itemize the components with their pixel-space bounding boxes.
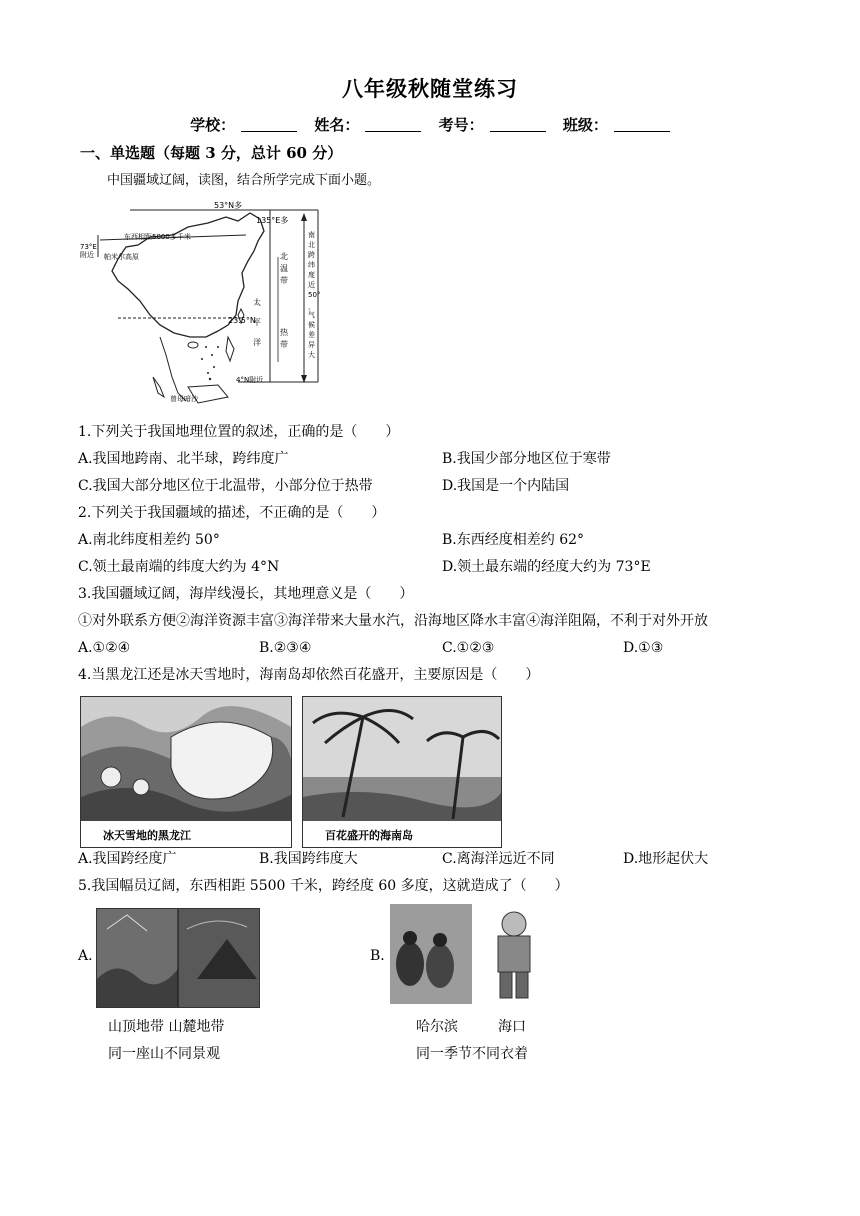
q2-option-a[interactable]: A.南北纬度相差约 50° <box>78 532 220 548</box>
map-label-plateau: 帕米尔高原 <box>104 253 139 261</box>
map-label-east-west: 东西相距5000多千米 <box>124 233 191 241</box>
q3-statements: ①对外联系方便②海洋资源丰富③海洋带来大量水汽，沿海地区降水丰富④海洋阻隔，不利于对外开放 <box>78 613 708 629</box>
q1-option-c[interactable]: C.我国大部分地区位于北温带，小部分位于热带 <box>78 478 373 494</box>
q2-option-c[interactable]: C.领土最南端的纬度大约为 4°N <box>78 559 280 575</box>
class-label: 班级： <box>562 116 608 134</box>
map-label-tropic: 23.5°N <box>228 316 256 325</box>
map-label-shoal: 曾母暗沙 <box>170 395 198 403</box>
q3-option-d[interactable]: D.①③ <box>623 640 664 656</box>
name-label: 姓名： <box>314 116 360 134</box>
map-label-lon-west-sub: 附近 <box>80 251 94 259</box>
photo-caption-hainan: 百花盛开的海南岛 <box>325 829 413 842</box>
student-info-line <box>0 116 860 134</box>
section-intro: 中国疆域辽阔，读图，结合所学完成下面小题。 <box>107 173 381 188</box>
school-label: 学校： <box>190 116 236 134</box>
q2-option-d[interactable]: D.领土最东端的经度大约为 73°E <box>442 559 651 575</box>
q3-option-a[interactable]: A.①②④ <box>78 640 131 656</box>
exam-no-label: 考号： <box>438 116 484 134</box>
map-label-span-note: 南北跨纬度近 50°，气候差异大 <box>308 231 321 359</box>
school-blank[interactable] <box>241 117 297 132</box>
q1-option-a[interactable]: A.我国地跨南、北半球，跨纬度广 <box>78 451 289 467</box>
q5-option-b-caption2: 同一季节不同衣着 <box>416 1046 528 1062</box>
q3-option-b[interactable]: B.②③④ <box>259 640 312 656</box>
q3-option-c[interactable]: C.①②③ <box>442 640 495 656</box>
map-label-south-lat: 4°N附近 <box>236 376 264 384</box>
q5-stem: 5.我国幅员辽阔，东西相距 5500 千米，跨经度 60 多度，这就造成了（ ） <box>78 878 569 894</box>
map-label-lon-east: 135°E多 <box>256 216 289 225</box>
q4-option-c[interactable]: C.离海洋远近不同 <box>442 851 555 867</box>
map-label-lat-top: 53°N多 <box>214 201 243 210</box>
map-label-ocean: 太平洋 <box>253 298 261 347</box>
heilongjiang-snow-photo <box>80 696 292 848</box>
q5-option-a-caption2: 同一座山不同景观 <box>108 1046 220 1062</box>
name-blank[interactable] <box>365 117 421 132</box>
q5-option-b-caption-city1: 哈尔滨 <box>416 1019 458 1035</box>
q4-option-d[interactable]: D.地形起伏大 <box>623 851 709 867</box>
page-title: 八年级秋随堂练习 <box>342 76 518 101</box>
q4-option-b[interactable]: B.我国跨纬度大 <box>259 851 358 867</box>
section-heading: 一、单选题（每题 3 分，总计 60 分） <box>80 144 343 162</box>
q2-stem: 2.下列关于我国疆域的描述，不正确的是（ ） <box>78 505 386 521</box>
q1-option-b[interactable]: B.我国少部分地区位于寒带 <box>442 451 611 467</box>
clothing-comparison-photo <box>390 904 558 1006</box>
map-label-lon-west: 73°E <box>80 243 97 251</box>
map-label-north-zone: 北温带 <box>280 252 288 285</box>
map-label-tropic-zone: 热带 <box>280 328 288 349</box>
q5-option-b-caption-city2: 海口 <box>498 1019 526 1035</box>
q1-stem: 1.下列关于我国地理位置的叙述，正确的是（ ） <box>78 424 400 440</box>
q5-option-b-label[interactable]: B. <box>370 948 385 964</box>
q1-option-d[interactable]: D.我国是一个内陆国 <box>442 478 570 494</box>
q4-stem: 4.当黑龙江还是冰天雪地时，海南岛却依然百花盛开，主要原因是（ ） <box>78 667 540 683</box>
photo-caption-heilongjiang: 冰天雪地的黑龙江 <box>103 829 191 842</box>
q3-stem: 3.我国疆域辽阔，海岸线漫长，其地理意义是（ ） <box>78 586 414 602</box>
q5-option-a-label[interactable]: A. <box>78 948 93 964</box>
china-map-drawing <box>78 197 328 411</box>
hainan-flowers-photo <box>302 696 502 848</box>
mountain-landscape-photo <box>96 908 260 1008</box>
q5-option-a-caption1: 山顶地带 山麓地带 <box>108 1019 225 1035</box>
china-territory-map <box>78 197 328 411</box>
q4-option-a[interactable]: A.我国跨经度广 <box>78 851 177 867</box>
q2-option-b[interactable]: B.东西经度相差约 62° <box>442 532 585 548</box>
exam-no-blank[interactable] <box>490 117 546 132</box>
class-blank[interactable] <box>614 117 670 132</box>
